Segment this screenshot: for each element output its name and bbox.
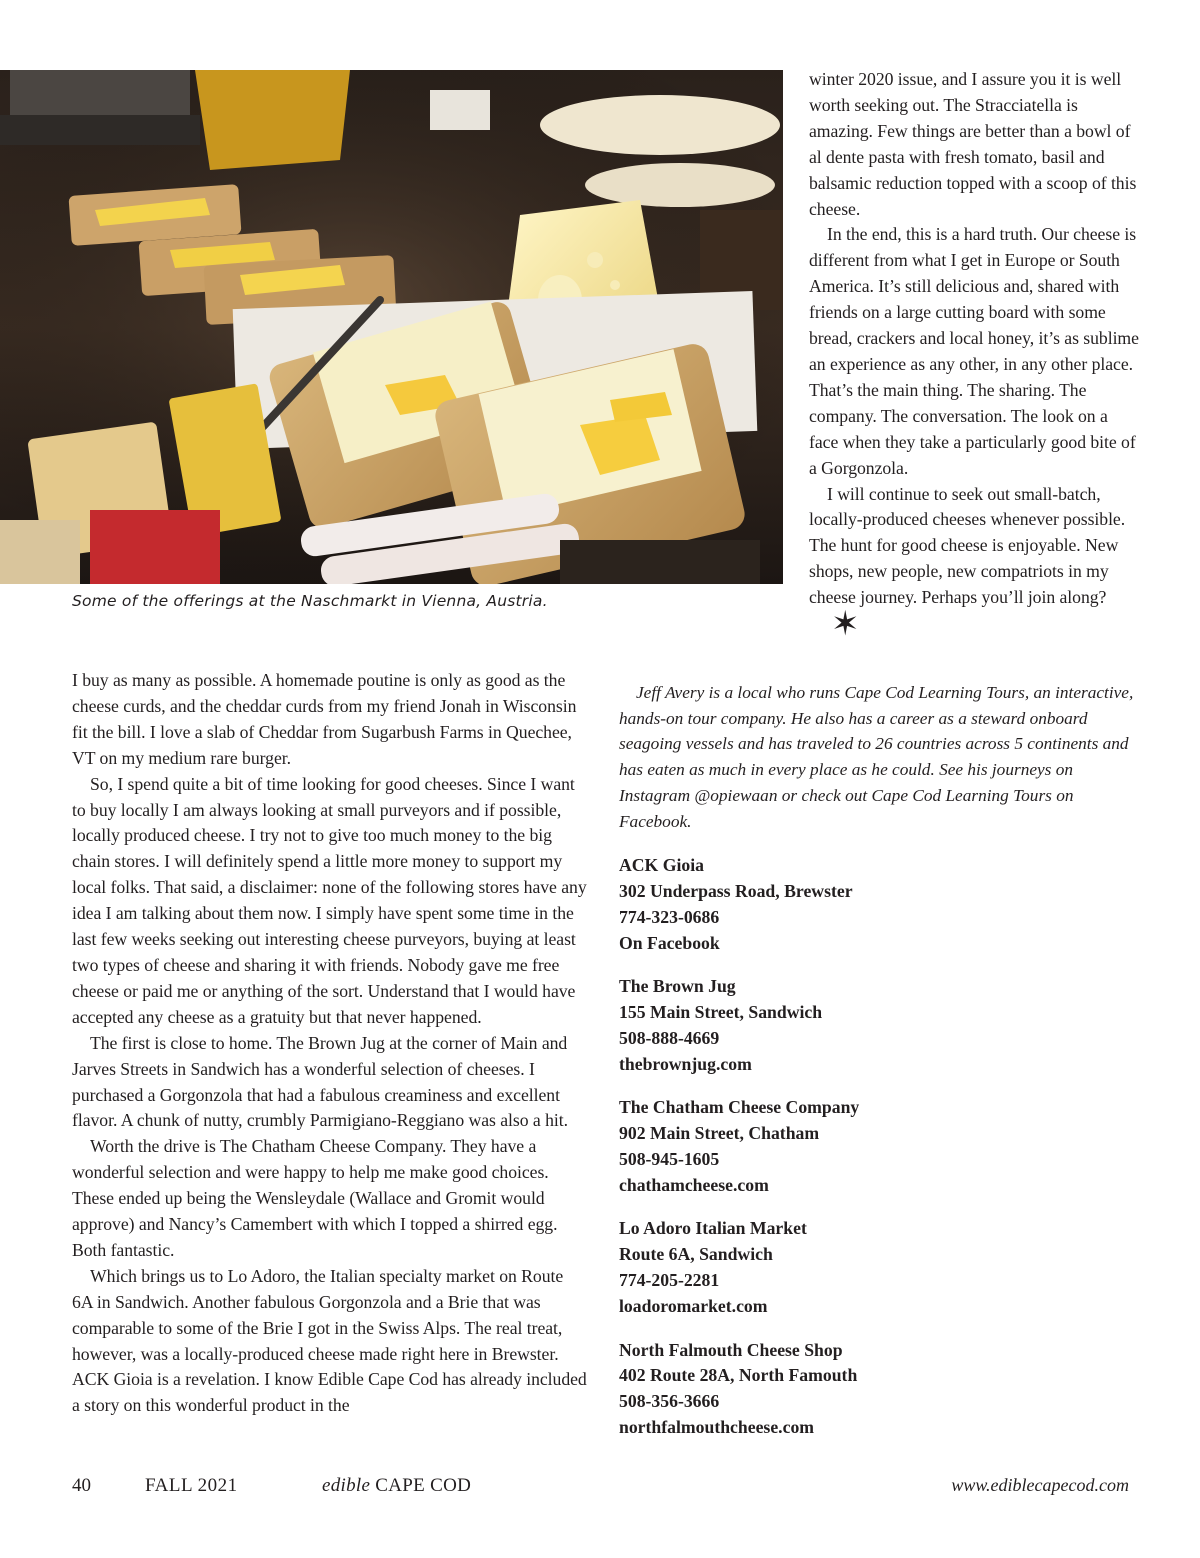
- paragraph: winter 2020 issue, and I assure you it is well worth seeking out. The Stracciatella is amazing. Few things are better than a bowl of al dente pasta with fresh tomato, basil and balsamic reduction topped with a scoop of this cheese.: [809, 69, 1137, 219]
- paragraph: So, I spend quite a bit of time looking for good cheeses. Since I want to buy locally I am always looking at small purveyors and if possible, locally produced cheese. I try not to give too much money to the big chain stores. I will definitely spend a little more money to support my local folks. That said, a disclaimer: none of the following stores have any idea I am talking about them now. I simply have spent some time in the last few weeks seeking out interesting cheese purveyors, buying at least two types of cheese and sharing it with friends. Nobody gave me free cheese or paid me or anything of the sort. Understand that I would have accepted any cheese as a gratuity but that never happened.: [72, 773, 587, 1027]
- listing-phone: 774-205-2281: [619, 1270, 720, 1291]
- listing-phone: 508-888-4669: [619, 1027, 720, 1048]
- listing-name: The Chatham Cheese Company: [619, 1097, 860, 1118]
- article-column-top-right: [809, 67, 1139, 645]
- listing-web: chathamcheese.com: [619, 1174, 769, 1195]
- listing-address: 155 Main Street, Sandwich: [619, 1002, 823, 1023]
- listing-phone: 774-323-0686: [619, 906, 720, 927]
- listing-lo-adoro: [619, 1216, 1139, 1320]
- listing-name: The Brown Jug: [619, 976, 736, 997]
- listing-address: Route 6A, Sandwich: [619, 1244, 773, 1265]
- listing-address: 302 Underpass Road, Brewster: [619, 880, 853, 901]
- website-url: www.ediblecapecod.com: [951, 1475, 1129, 1495]
- paragraph: The first is close to home. The Brown Jug at the corner of Main and Jarves Streets in Sandwich has a wonderful selection of cheeses. I purchased a Gorgonzola that had a fabulous creaminess and excellent flavor. A chunk of nutty, crumbly Parmigiano-Reggiano was also a hit.: [72, 1032, 568, 1131]
- paragraph: Which brings us to Lo Adoro, the Italian specialty market on Route 6A in Sandwich. Another fabulous Gorgonzola and a Brie that was comparable to some of the Brie I got in the Swiss Alps. The real treat, however, was a locally-produced cheese made right here in Brewster. ACK Gioia is a revelation. I know Edible Cape Cod has already included a story on this wonderful product in the: [72, 1265, 587, 1416]
- listing-web: thebrownjug.com: [619, 1053, 752, 1074]
- page-number: 40: [72, 1475, 91, 1496]
- issue-label: FALL 2021: [145, 1475, 238, 1496]
- end-mark-star-icon: ✶: [831, 604, 860, 645]
- photo-caption: Some of the offerings at the Naschmarkt in Vienna, Austria.: [72, 592, 548, 610]
- paragraph: In the end, this is a hard truth. Our cheese is different from what I get in Europe or South America. It’s still delicious and, shared with friends on a large cutting board with some bread, crackers and local honey, it’s as sublime an experience as any other, in any other place. That’s the main thing. The sharing. The company. The conversation. The look on a face when they take a particularly good bite of a Gorgonzola.: [809, 224, 1139, 478]
- listing-web: northfalmouthcheese.com: [619, 1417, 815, 1438]
- listing-address: 402 Route 28A, North Famouth: [619, 1365, 858, 1386]
- article-column-left: [72, 668, 587, 1419]
- magazine-name-rest: CAPE COD: [375, 1475, 472, 1496]
- listing-ack-gioia: [619, 853, 1139, 957]
- listing-name: North Falmouth Cheese Shop: [619, 1339, 843, 1360]
- listing-phone: 508-356-3666: [619, 1391, 720, 1412]
- paragraph: [809, 482, 1139, 645]
- listing-name: ACK Gioia: [619, 855, 705, 875]
- author-bio: Jeff Avery is a local who runs Cape Cod Learning Tours, an interactive, hands-on tour company. He also has a career as a steward onboard seagoing vessels and has traveled to 26 countries across 5 continents and has eaten as much in every place as he could. See his journeys on Instagram @opiewaan or check out Cape Cod Learning Tours on Facebook.: [619, 683, 1134, 831]
- listing-chatham-cheese: [619, 1095, 1139, 1199]
- paragraph: I buy as many as possible. A homemade poutine is only as good as the cheese curds, and the cheddar curds from my friend Jonah in Wisconsin fit the bill. I love a slab of Cheddar from Sugarbush Farms in Quechee, VT on my medium rare burger.: [72, 670, 577, 768]
- magazine-name-italic: edible: [322, 1475, 371, 1496]
- listing-brown-jug: [619, 974, 1139, 1078]
- listing-web: On Facebook: [619, 932, 720, 953]
- photo-illustration: [0, 70, 783, 584]
- store-listings: [619, 853, 1139, 1459]
- cheese-market-photo: [0, 70, 783, 584]
- paragraph-text: I will continue to seek out small-batch, locally-produced cheeses whenever possible. The hunt for good cheese is enjoyable. New shops, new people, new compatriots in my cheese journey. Perhaps you’ll join along?: [809, 483, 1126, 608]
- paragraph: Worth the drive is The Chatham Cheese Company. They have a wonderful selection and were happy to help me make good choices. These ended up being the Wensleydale (Wallace and Gromit would approve) and Nancy’s Camembert with which I topped a shirred egg. Both fantastic.: [72, 1136, 558, 1260]
- listing-name: Lo Adoro Italian Market: [619, 1218, 807, 1239]
- listing-phone: 508-945-1605: [619, 1149, 720, 1170]
- page-footer: [0, 1475, 1200, 1505]
- magazine-name: [322, 1475, 471, 1497]
- listing-north-falmouth: [619, 1338, 1139, 1442]
- listing-web: loadoromarket.com: [619, 1296, 768, 1317]
- listing-address: 902 Main Street, Chatham: [619, 1123, 820, 1144]
